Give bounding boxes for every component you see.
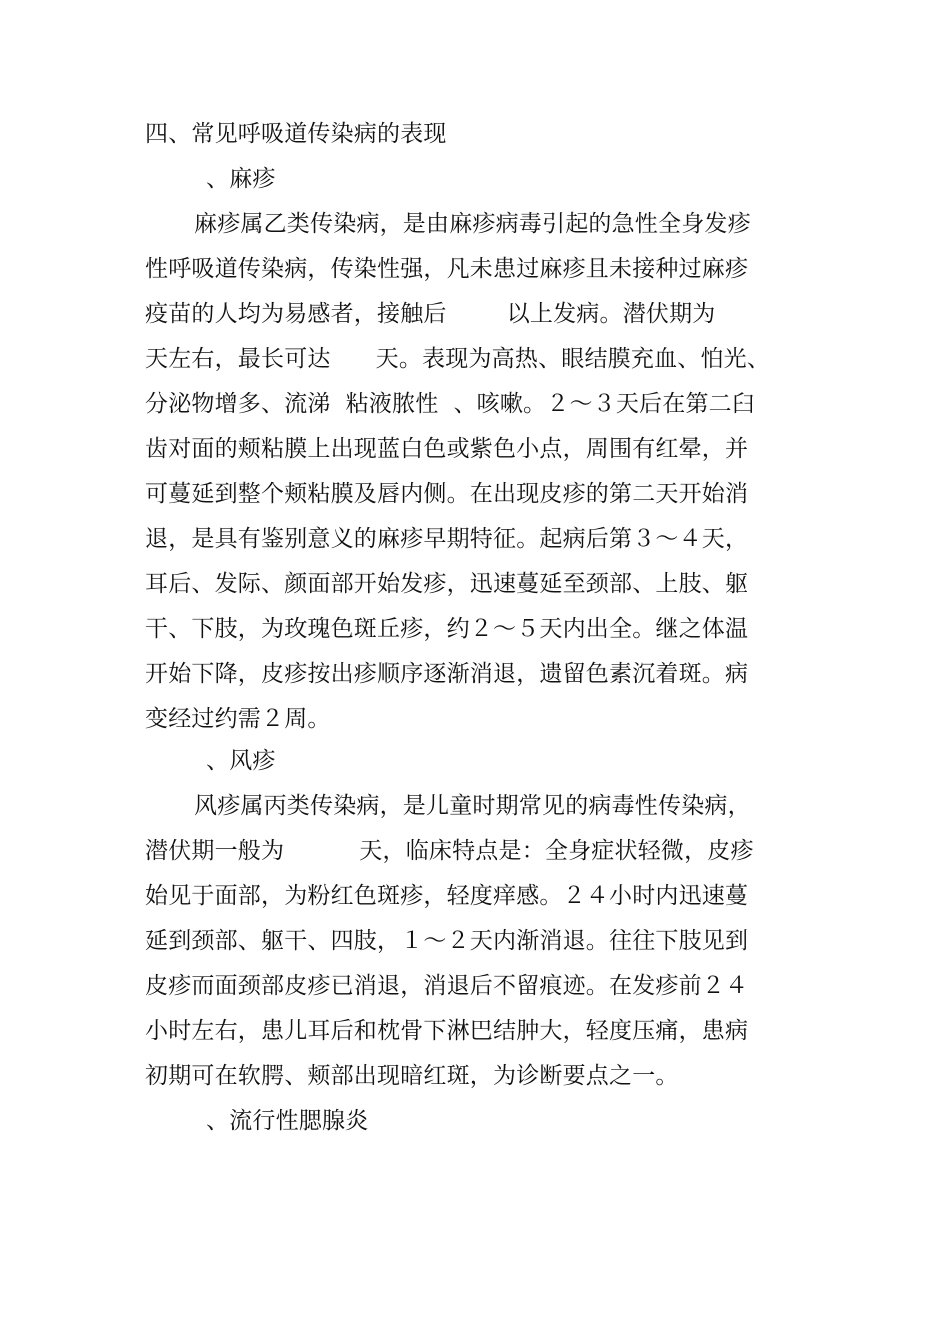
paragraph-line: 疫苗的人均为易感者，接触后 以上发病。潜伏期为 <box>145 301 716 327</box>
subheading-rubella: 、风疹 <box>206 748 276 774</box>
paragraph-line: 初期可在软腭、颊部出现暗红斑，为诊断要点之一。 <box>145 1063 679 1089</box>
section-heading: 四、常见呼吸道传染病的表现 <box>145 121 447 147</box>
paragraph-line: 可蔓延到整个颊粘膜及唇内侧。在出现皮疹的第二天开始消 <box>145 481 749 507</box>
paragraph-line: 小时左右，患儿耳后和枕骨下淋巴结肿大，轻度压痛，患病 <box>145 1018 749 1044</box>
paragraph-line: 天左右，最长可达 天。表现为高热、眼结膜充血、怕光、 <box>145 346 771 372</box>
paragraph-line: 变经过约需２周。 <box>145 706 331 732</box>
subheading-measles: 、麻疹 <box>206 166 276 192</box>
paragraph-line: 齿对面的颊粘膜上出现蓝白色或紫色小点，周围有红晕，并 <box>145 436 749 462</box>
paragraph-line: 始见于面部，为粉红色斑疹，轻度痒感。２４小时内迅速蔓 <box>145 883 749 909</box>
paragraph-line: 开始下降，皮疹按出疹顺序逐渐消退，遗留色素沉着斑。病 <box>145 661 749 687</box>
paragraph-line: 干、下肢，为玫瑰色斑丘疹，约２～５天内出全。继之体温 <box>145 616 749 642</box>
paragraph-line: 麻疹属乙类传染病，是由麻疹病毒引起的急性全身发疹 <box>194 211 751 237</box>
paragraph-line: 潜伏期一般为 天，临床特点是：全身症状轻微，皮疹 <box>145 838 754 864</box>
paragraph-line: 分泌物增多、流涕 粘液脓性 、咳嗽。２～３天后在第二臼 <box>145 391 756 417</box>
paragraph-line: 性呼吸道传染病，传染性强，凡未患过麻疹且未接种过麻疹 <box>145 256 749 282</box>
paragraph-line: 耳后、发际、颜面部开始发疹，迅速蔓延至颈部、上肢、躯 <box>145 571 749 597</box>
subheading-mumps: 、流行性腮腺炎 <box>206 1108 369 1134</box>
paragraph-line: 皮疹而面颈部皮疹已消退，消退后不留痕迹。在发疹前２４ <box>145 973 749 999</box>
paragraph-line: 延到颈部、躯干、四肢，１～２天内渐消退。往往下肢见到 <box>145 928 749 954</box>
paragraph-line: 退，是具有鉴别意义的麻疹早期特征。起病后第３～４天， <box>145 526 749 552</box>
paragraph-line: 风疹属丙类传染病，是儿童时期常见的病毒性传染病， <box>194 793 751 819</box>
